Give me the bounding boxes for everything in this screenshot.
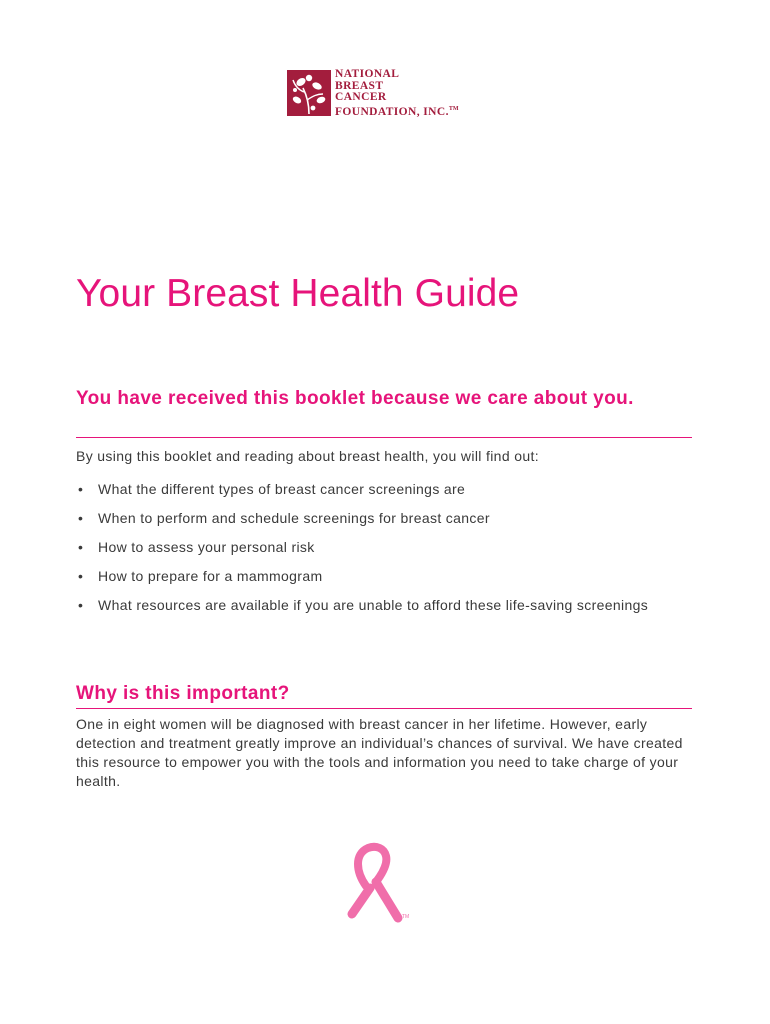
bullet-icon: • <box>78 568 84 584</box>
logo-wordmark <box>335 69 459 118</box>
logo-line-4 <box>335 104 459 118</box>
logo-line-1: NATIONAL <box>335 68 400 80</box>
list-item <box>76 596 692 615</box>
list-item <box>76 480 692 499</box>
list-item-text: When to perform and schedule screenings for breast cancer <box>98 510 490 526</box>
logo-line-3: CANCER <box>335 91 387 103</box>
benefits-list <box>76 480 692 625</box>
section-divider-importance <box>76 708 692 709</box>
logo-flower-icon <box>287 70 331 116</box>
logo-trademark: TM <box>448 105 459 112</box>
section-heading-care: You have received this booklet because we care about you. <box>76 388 634 409</box>
bullet-icon: • <box>78 539 84 555</box>
page-title: Your Breast Health Guide <box>76 272 520 315</box>
list-item-text: What the different types of breast cancer screenings are <box>98 481 466 497</box>
section-divider-care <box>76 437 692 438</box>
list-item <box>76 538 692 557</box>
list-item <box>76 567 692 586</box>
pink-ribbon-icon <box>340 842 420 937</box>
list-item-text: How to assess your personal risk <box>98 539 315 555</box>
importance-text: One in eight women will be diagnosed with breast cancer in her lifetime. However, early detection and treatment greatly improve an individual’s chances of survival. We have created this resource to empower you with the tools and information you need to take charge of your health. <box>76 716 683 789</box>
logo-line-4-text: FOUNDATION, INC. <box>335 105 449 118</box>
section-heading-importance: Why is this important? <box>76 683 290 704</box>
intro-text: By using this booklet and reading about breast health, you will find out: <box>76 448 539 464</box>
logo-line-2: BREAST <box>335 79 384 92</box>
foundation-logo <box>287 70 459 118</box>
list-item-text: What resources are available if you are unable to afford these life-saving screenings <box>98 597 649 613</box>
bullet-icon: • <box>78 597 84 613</box>
ribbon-trademark: TM <box>402 914 410 920</box>
bullet-icon: • <box>78 481 84 497</box>
bullet-icon: • <box>78 510 84 526</box>
list-item <box>76 509 692 528</box>
list-item-text: How to prepare for a mammogram <box>98 568 323 584</box>
